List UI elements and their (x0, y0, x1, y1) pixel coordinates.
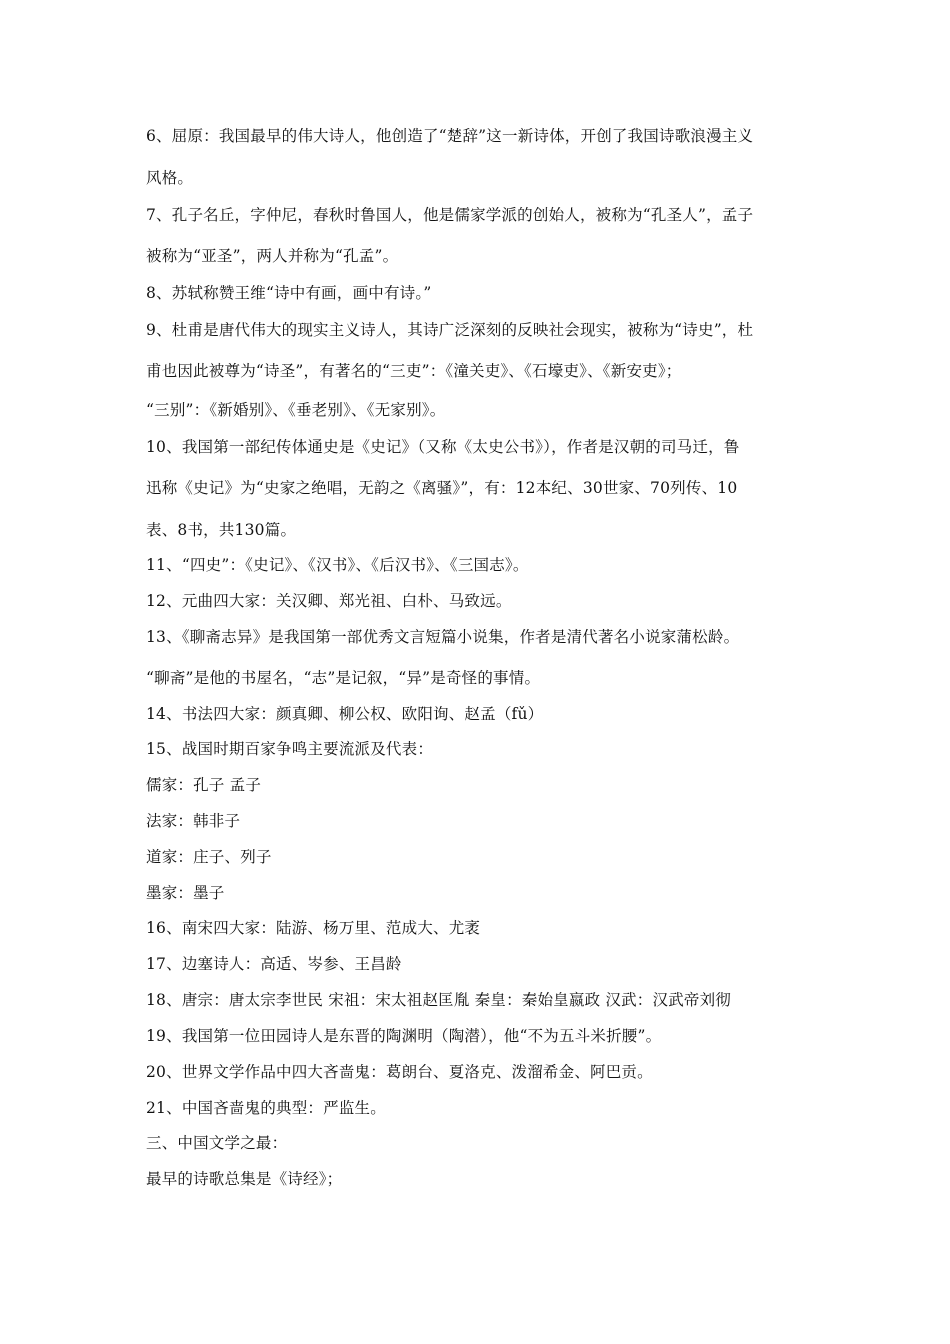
text-line: 19、我国第一位田园诗人是东晋的陶渊明（陶潜），他“不为五斗米折腰”。 (146, 1027, 662, 1045)
text-line: 14、书法四大家：颜真卿、柳公权、欧阳询、赵孟（fǔ） (146, 705, 544, 723)
text-line: 迅称《史记》为“史家之绝唱，无韵之《离骚》”，有：12本纪、30世家、70列传、10 (146, 479, 738, 497)
text-line: 法家：韩非子 (146, 812, 241, 830)
text-line: 11、“四史”：《史记》、《汉书》、《后汉书》、《三国志》。 (146, 556, 529, 574)
text-line: 表、8书，共130篇。 (146, 521, 297, 539)
text-line: 20、世界文学作品中四大吝啬鬼：葛朗台、夏洛克、泼溜希金、阿巴贡。 (146, 1063, 653, 1081)
text-line: 21、中国吝啬鬼的典型：严监生。 (146, 1099, 386, 1117)
text-line: 最早的诗歌总集是《诗经》； (146, 1170, 343, 1188)
text-line: 被称为“亚圣”，两人并称为“孔孟”。 (146, 247, 399, 265)
text-line: “三别”：《新婚别》、《垂老别》、《无家别》。 (146, 401, 446, 419)
text-line: 三、中国文学之最： (146, 1134, 288, 1152)
text-line: “聊斋”是他的书屋名，“志”是记叙，“异”是奇怪的事情。 (146, 669, 541, 687)
text-line: 18、唐宗：唐太宗李世民 宋祖：宋太祖赵匡胤 秦皇：秦始皇嬴政 汉武：汉武帝刘彻 (146, 991, 732, 1009)
text-line: 9、杜甫是唐代伟大的现实主义诗人，其诗广泛深刻的反映社会现实，被称为“诗史”，杜 (146, 321, 754, 339)
text-line: 13、《聊斋志异》是我国第一部优秀文言短篇小说集，作者是清代著名小说家蒲松龄。 (146, 628, 740, 646)
text-line: 16、南宋四大家：陆游、杨万里、范成大、尤袤 (146, 919, 481, 937)
text-line: 17、边塞诗人：高适、岑参、王昌龄 (146, 955, 402, 973)
text-line: 甫也因此被尊为“诗圣”，有著名的“三吏”：《潼关吏》、《石壕吏》、《新安吏》； (146, 362, 682, 380)
text-line: 7、孔子名丘，字仲尼，春秋时鲁国人，他是儒家学派的创始人，被称为“孔圣人”，孟子 (146, 206, 754, 224)
text-line: 6、屈原：我国最早的伟大诗人，他创造了“楚辞”这一新诗体，开创了我国诗歌浪漫主义 (146, 127, 754, 145)
text-line: 10、我国第一部纪传体通史是《史记》（又称《太史公书》），作者是汉朝的司马迁，鲁 (146, 438, 740, 456)
text-line: 墨家：墨子 (146, 884, 225, 902)
text-line: 15、战国时期百家争鸣主要流派及代表： (146, 740, 434, 758)
text-line: 8、苏轼称赞王维“诗中有画，画中有诗。” (146, 284, 432, 302)
text-line: 道家：庄子、列子 (146, 848, 272, 866)
text-line: 12、元曲四大家：关汉卿、郑光祖、白朴、马致远。 (146, 592, 512, 610)
text-line: 风格。 (146, 169, 194, 187)
text-line: 儒家：孔子 孟子 (146, 776, 262, 794)
